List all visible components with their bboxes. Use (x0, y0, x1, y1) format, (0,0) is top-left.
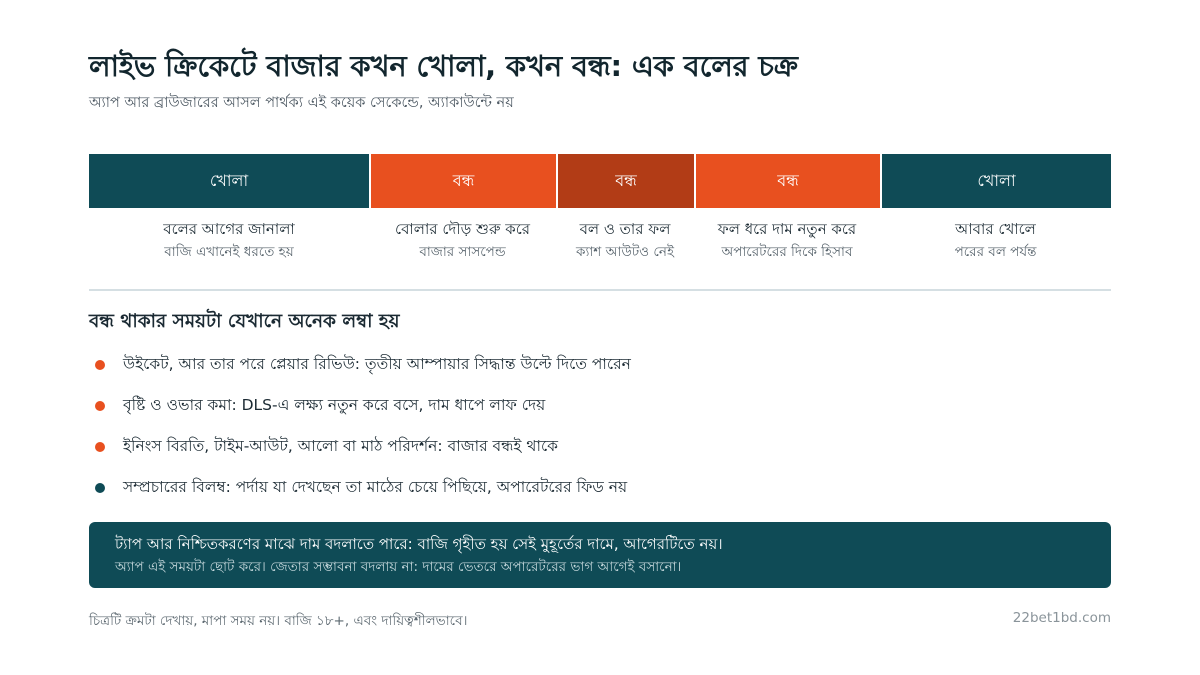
bullet-dot-icon (95, 442, 105, 452)
segment-caption (694, 218, 880, 263)
caption-title: ফল ধরে দাম নতুন করে (717, 220, 857, 238)
section-divider (89, 289, 1111, 291)
timeline-segment-closed-runup (369, 154, 556, 208)
section-heading: বন্ধ থাকার সময়টা যেখানে অনেক লম্বা হয় (89, 311, 400, 332)
market-cycle-bar (89, 154, 1111, 208)
timeline-segment-open-before (89, 154, 369, 208)
bullet-dot-icon (95, 401, 105, 411)
segment-caption (89, 218, 369, 263)
closure-reasons-list (89, 344, 1111, 508)
caption-note: পরের বল পর্যন্ত (954, 244, 1037, 260)
caption-title: বল ও তার ফল (579, 220, 671, 238)
footnote: চিত্রটি ক্রমটা দেখায়, মাপা সময় নয়। বাজি ১৮+, এবং দায়িত্বশীলভাবে। (89, 613, 468, 629)
site-domain: 22bet1bd.com (1012, 610, 1111, 626)
caption-note: অপারেটরের দিকে হিসাব (721, 244, 853, 260)
caption-note: বাজার সাসপেন্ড (419, 244, 506, 260)
segment-label: বন্ধ (777, 170, 799, 190)
page-title: লাইভ ক্রিকেটে বাজার কখন খোলা, কখন বন্ধ: এক বলের চক্র (89, 49, 798, 83)
bullet-dot-icon (95, 360, 105, 370)
segment-caption (880, 218, 1111, 263)
segment-caption (369, 218, 556, 263)
list-item (89, 426, 1111, 467)
segment-caption (556, 218, 694, 263)
callout-sub-text: অ্যাপ এই সময়টা ছোট করে। জেতার সম্ভাবনা বদলায় না: দামের ভেতরে অপারেটরের ভাগ আগেই বসানো। (115, 559, 682, 575)
list-item (89, 344, 1111, 385)
caption-note: বাজি এখানেই ধরতে হয় (164, 244, 294, 260)
bullet-dot-icon (95, 483, 105, 493)
caption-note: ক্যাশ আউটও নেই (576, 244, 674, 260)
list-item (89, 467, 1111, 508)
price-change-callout (89, 522, 1111, 588)
segment-label: বন্ধ (615, 170, 637, 190)
timeline-segment-closed-delivery (556, 154, 694, 208)
list-item-text: ইনিংস বিরতি, টাইম-আউট, আলো বা মাঠ পরিদর্শন: বাজার বন্ধই থাকে (123, 436, 559, 455)
timeline-segment-open-after (880, 154, 1111, 208)
list-item-text: সম্প্রচারের বিলম্ব: পর্দায় যা দেখছেন তা মাঠের চেয়ে পিছিয়ে, অপারেটরের ফিড নয় (123, 477, 628, 496)
timeline-segment-closed-repricing (694, 154, 880, 208)
timeline-captions (89, 218, 1111, 263)
list-item-text: বৃষ্টি ও ওভার কমা: DLS-এ লক্ষ্য নতুন করে বসে, দাম ধাপে লাফ দেয় (123, 395, 546, 414)
list-item (89, 385, 1111, 426)
callout-main-text: ট্যাপ আর নিশ্চিতকরণের মাঝে দাম বদলাতে পারে: বাজি গৃহীত হয় সেই মুহূর্তের দামে, আগেরটিতে নয়। (115, 535, 723, 553)
segment-label: খোলা (209, 170, 249, 190)
segment-label: খোলা (977, 170, 1016, 190)
page-subtitle: অ্যাপ আর ব্রাউজারের আসল পার্থক্য এই কয়েক সেকেন্ডে, অ্যাকাউন্টে নয় (89, 95, 514, 111)
caption-title: বলের আগের জানালা (163, 220, 295, 238)
segment-label: বন্ধ (452, 170, 475, 190)
list-item-text: উইকেট, আর তার পরে প্লেয়ার রিভিউ: তৃতীয় আম্পায়ার সিদ্ধান্ত উল্টে দিতে পারেন (123, 354, 631, 373)
caption-title: আবার খোলে (955, 220, 1036, 238)
caption-title: বোলার দৌড় শুরু করে (394, 220, 531, 238)
